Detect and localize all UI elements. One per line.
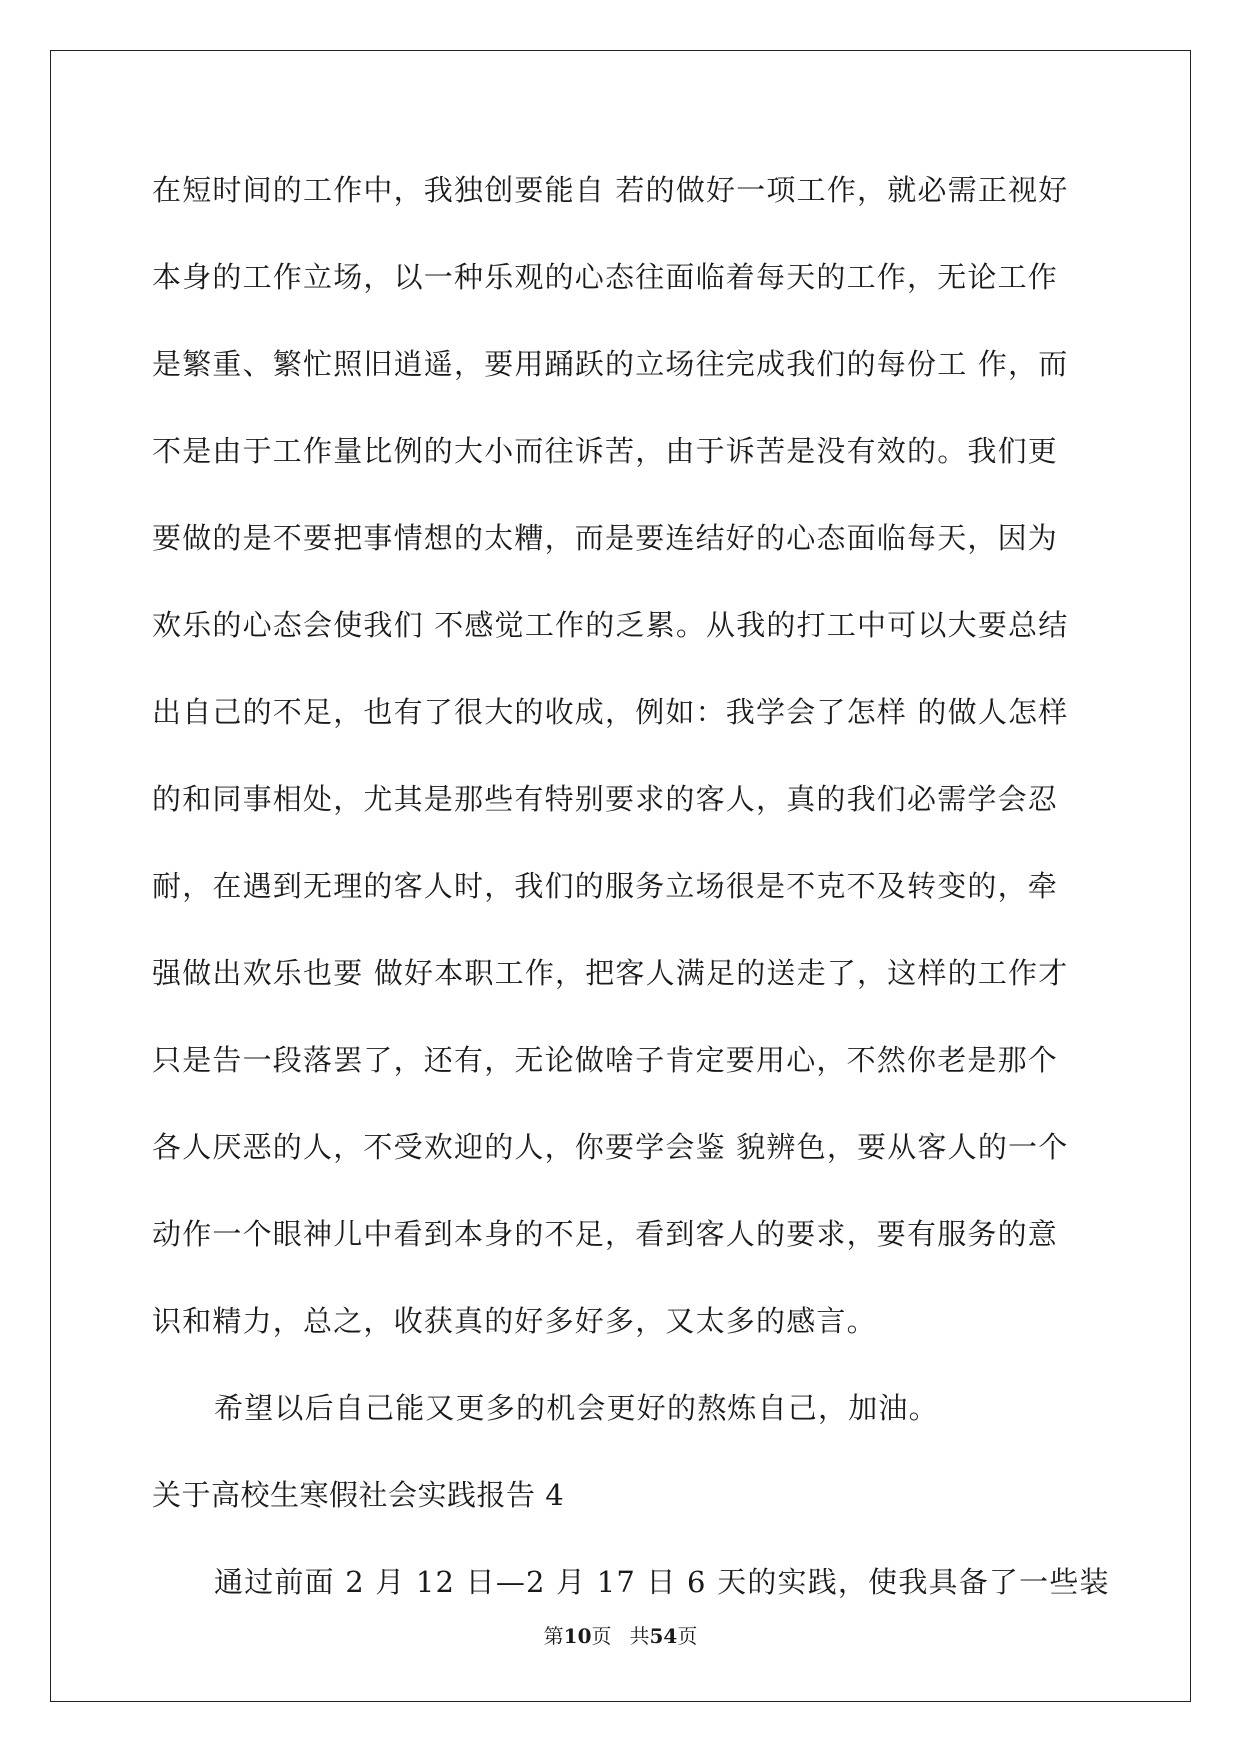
body-line-2: 本身的工作立场，以一种乐观的心态往面临着每天的工作，无论工作: [152, 260, 1059, 294]
current-page-number: 10: [563, 1624, 592, 1648]
document-body: [152, 166, 1110, 1645]
next-paragraph-start: 通过前面 2 月 12 日—2 月 17 日 6 天的实践，使我具备了一些装: [214, 1565, 1110, 1599]
footer-total-prefix: 共: [629, 1624, 650, 1648]
body-line-7: 出自己的不足，也有了很大的收成，例如：我学会了怎样 的做人怎样: [152, 695, 1069, 729]
closing-paragraph: 希望以后自己能又更多的机会更好的熬炼自己，加油。: [214, 1391, 939, 1425]
body-line-14: 识和精力，总之，收获真的好多好多，又太多的感言。: [152, 1304, 877, 1338]
body-line-10: 强做出欢乐也要 做好本职工作，把客人满足的送走了，这样的工作才: [152, 956, 1069, 990]
body-line-3: 是繁重、繁忙照旧逍遥，要用踊跃的立场往完成我们的每份工 作，而: [152, 347, 1069, 381]
section-heading: 关于高校生寒假社会实践报告 4: [152, 1478, 565, 1512]
body-line-11: 只是告一段落罢了，还有，无论做啥子肯定要用心，不然你老是那个: [152, 1043, 1059, 1077]
page-footer: [0, 1620, 1241, 1649]
footer-page-suffix: 页: [591, 1624, 612, 1648]
footer-total-suffix: 页: [677, 1624, 698, 1648]
body-line-1: 在短时间的工作中，我独创要能自 若的做好一项工作，就必需正视好: [152, 173, 1069, 207]
body-line-12: 各人厌恶的人，不受欢迎的人，你要学会鉴 貌辨色，要从客人的一个: [152, 1130, 1069, 1164]
body-line-9: 耐，在遇到无理的客人时，我们的服务立场很是不克不及转变的，牵: [152, 869, 1059, 903]
body-line-4: 不是由于工作量比例的大小而往诉苦，由于诉苦是没有效的。我们更: [152, 434, 1059, 468]
body-line-8: 的和同事相处，尤其是那些有特别要求的客人，真的我们必需学会忍: [152, 782, 1059, 816]
footer-prefix: 第: [543, 1624, 564, 1648]
total-page-count: 54: [649, 1624, 678, 1648]
body-line-6: 欢乐的心态会使我们 不感觉工作的乏累。从我的打工中可以大要总结: [152, 608, 1069, 642]
body-line-5: 要做的是不要把事情想的太糟，而是要连结好的心态面临每天，因为: [152, 521, 1059, 555]
body-line-13: 动作一个眼神儿中看到本身的不足，看到客人的要求，要有服务的意: [152, 1217, 1059, 1251]
